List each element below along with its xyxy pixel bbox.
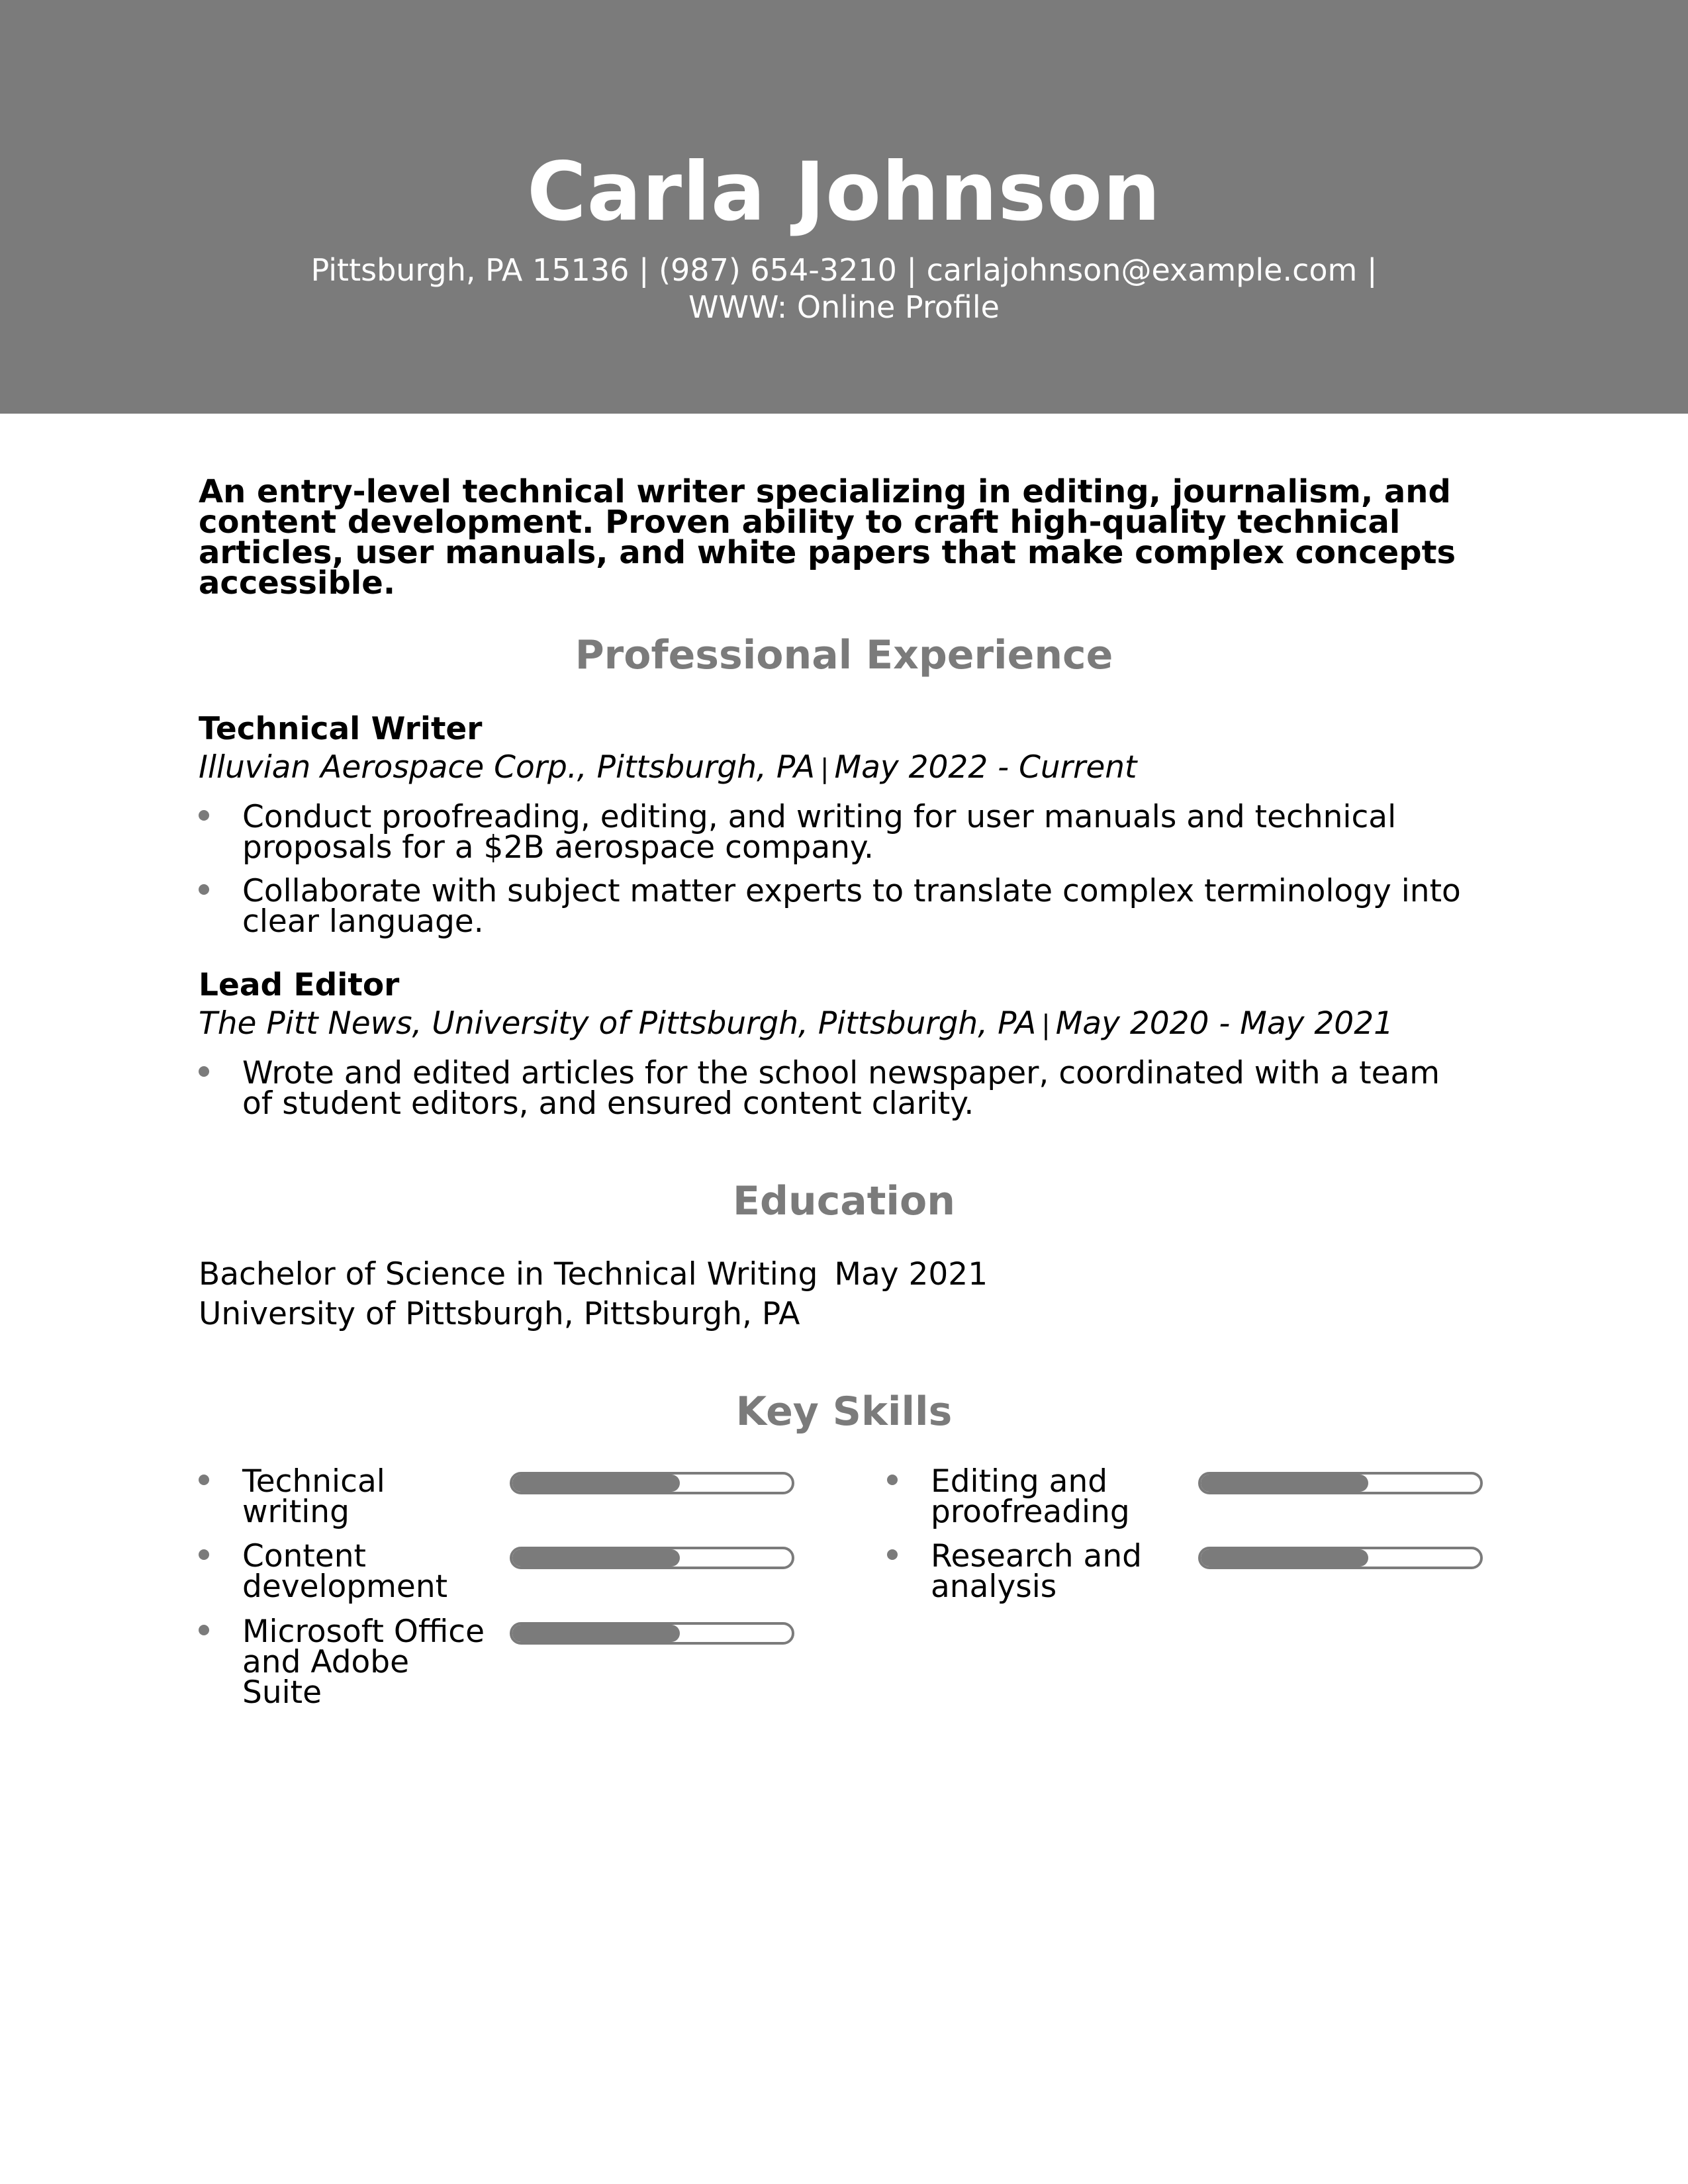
- bullet-icon: [199, 1475, 209, 1485]
- bullet-icon: [199, 1549, 209, 1560]
- job-dates: May 2020 - May 2021: [1055, 1005, 1394, 1042]
- job-company: Illuvian Aerospace Corp., Pittsburgh, PA: [199, 749, 816, 786]
- skill-item: [199, 1614, 808, 1736]
- experience-heading: Professional Experience: [575, 632, 1113, 678]
- skill-label: Microsoft Office and Adobe Suite: [242, 1614, 485, 1711]
- skill-level-fill: [1201, 1549, 1368, 1567]
- job-dates: May 2022 - Current: [834, 749, 1137, 786]
- job-separator: |: [820, 754, 829, 784]
- job-title: Technical Writer: [199, 711, 483, 747]
- graduation-date: May 2021: [834, 1256, 988, 1293]
- skill-level-bar: [510, 1472, 794, 1494]
- bullet-icon: [199, 810, 209, 821]
- skill-level-fill: [512, 1475, 680, 1492]
- bullet-icon: [199, 1625, 209, 1635]
- job-company: The Pitt News, University of Pittsburgh, Pittsburgh, PA: [199, 1005, 1037, 1042]
- skill-label: Research and analysis: [931, 1538, 1142, 1605]
- professional-summary: An entry-level technical writer specializing in editing, journalism, and content development. Proven ability to craft high-quality technical articles, user manuals, and white papers that make complex concepts accessible.: [199, 473, 1456, 602]
- job-title: Lead Editor: [199, 967, 400, 1003]
- bullet-text: Collaborate with subject matter experts to translate complex terminology into clear language.: [242, 873, 1461, 940]
- contact-info: [0, 251, 1688, 326]
- bullet-text: Wrote and edited articles for the school newspaper, coordinated with a team of student editors, and ensured content clarity.: [242, 1055, 1440, 1122]
- degree: Bachelor of Science in Technical Writing: [199, 1256, 818, 1293]
- skill-label: Content development: [242, 1538, 448, 1605]
- skill-level-bar: [510, 1622, 794, 1645]
- bullet-text: Conduct proofreading, editing, and writing for user manuals and technical proposals for a $2B aerospace company.: [242, 799, 1397, 866]
- header-banner: [0, 0, 1688, 414]
- skill-level-bar: [1198, 1472, 1483, 1494]
- job-meta: [199, 748, 1137, 789]
- bullet-icon: [199, 884, 209, 895]
- school: University of Pittsburgh, Pittsburgh, PA: [199, 1296, 800, 1332]
- skill-label: Technical writing: [242, 1463, 385, 1530]
- candidate-name: Carla Johnson: [527, 145, 1161, 239]
- skill-label: Editing and proofreading: [931, 1463, 1130, 1530]
- skill-item: [887, 1538, 1496, 1661]
- skill-level-fill: [512, 1549, 680, 1567]
- job-meta: [199, 1004, 1393, 1045]
- degree-line: [199, 1255, 988, 1295]
- skill-level-bar: [1198, 1547, 1483, 1569]
- skill-level-bar: [510, 1547, 794, 1569]
- skill-level-fill: [512, 1625, 680, 1642]
- website-link[interactable]: WWW: Online Profile: [688, 289, 1000, 325]
- skills-heading: Key Skills: [735, 1388, 953, 1435]
- bullet-icon: [887, 1549, 898, 1560]
- bullet-icon: [887, 1475, 898, 1485]
- job-separator: |: [1041, 1010, 1051, 1040]
- education-heading: Education: [733, 1178, 955, 1224]
- bullet-icon: [199, 1066, 209, 1077]
- skill-level-fill: [1201, 1475, 1368, 1492]
- contact-line-1: Pittsburgh, PA 15136 | (987) 654-3210 | carlajohnson@example.com |: [310, 252, 1378, 288]
